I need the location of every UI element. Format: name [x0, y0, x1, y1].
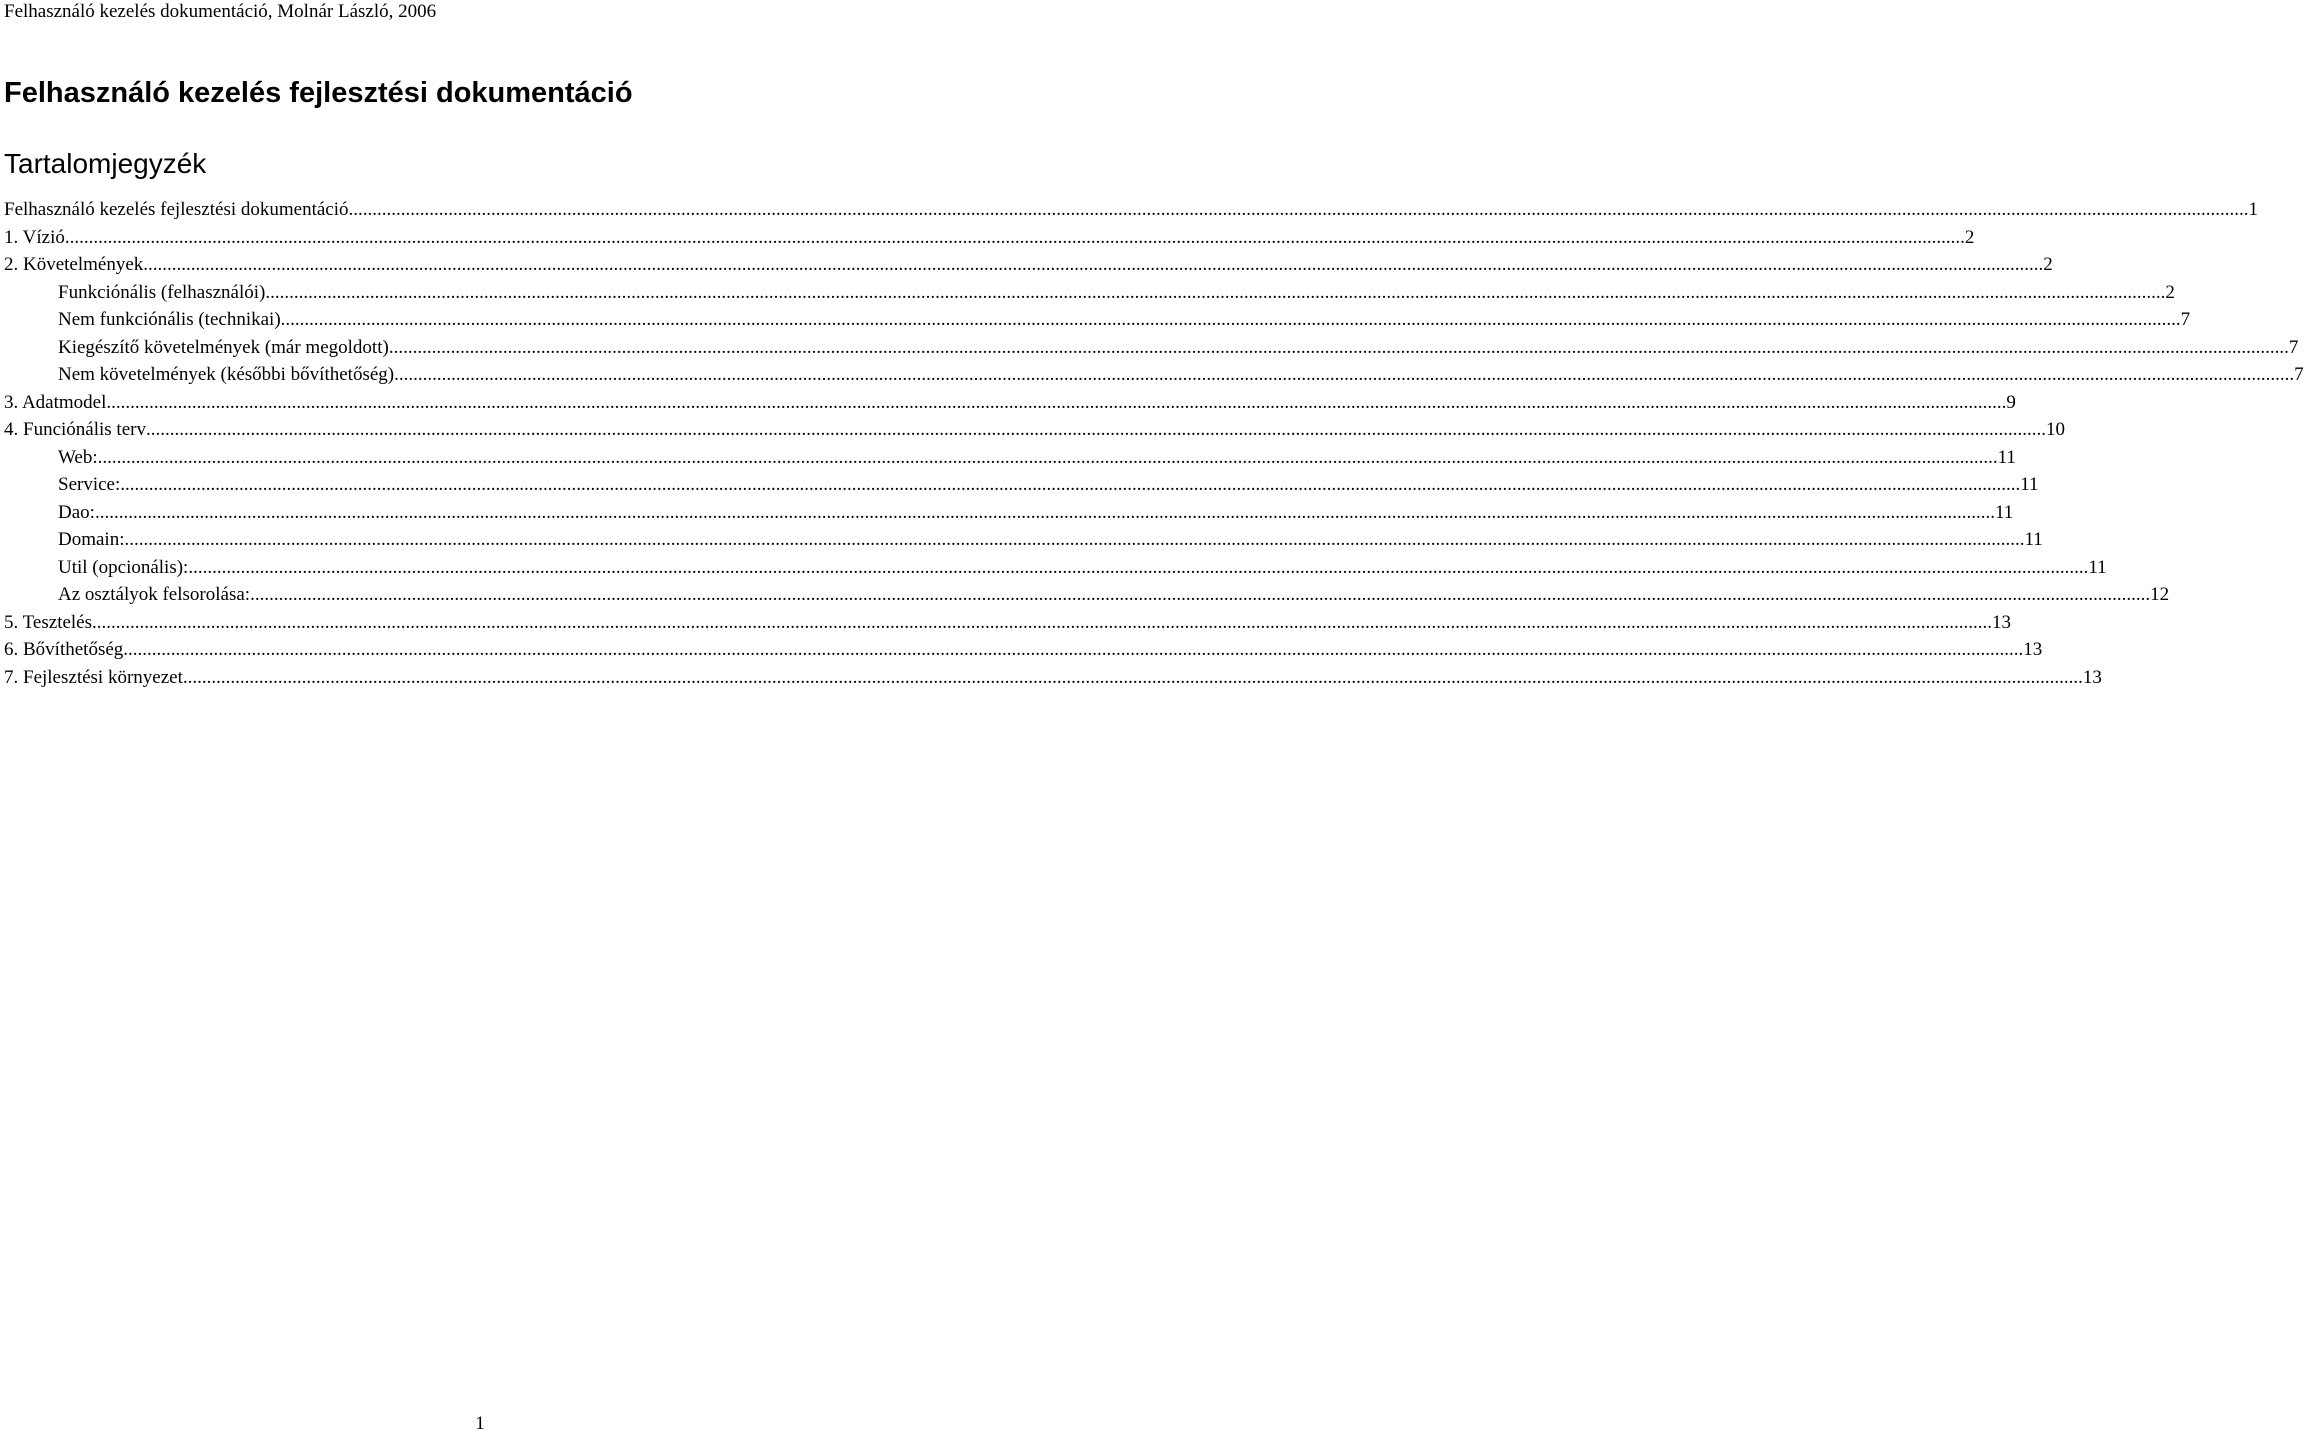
toc-entry[interactable] — [0, 389, 2016, 417]
toc-entry[interactable] — [0, 224, 1975, 252]
toc-entry-label: Web: — [58, 446, 98, 468]
toc-entry-label: Funkciónális (felhasználói) — [58, 281, 266, 303]
toc-entry-label: 7. Fejlesztési környezet — [4, 666, 183, 688]
toc-entry-page: 2 — [1964, 226, 1975, 248]
toc-leader-dots: ................................................................................................................................................................................................................................................................................................................................................................................................................ — [280, 309, 2181, 330]
toc-entry[interactable] — [0, 609, 2012, 637]
toc-leader-dots: ................................................................................................................................................................................................................................................................................................................................................................................................................ — [123, 639, 2024, 660]
toc-heading: Tartalomjegyzék — [4, 148, 207, 179]
toc-entry-page: 7 — [2288, 336, 2299, 358]
toc-entry-page: 1 — [2248, 199, 2259, 220]
toc-entry[interactable] — [0, 554, 2107, 582]
toc-leader-dots: ................................................................................................................................................................................................................................................................................................................................................................................................................ — [188, 556, 2089, 578]
toc-leader-dots: ................................................................................................................................................................................................................................................................................................................................................................................................................ — [143, 254, 2044, 275]
toc-leader-dots: ................................................................................................................................................................................................................................................................................................................................................................................................................ — [145, 419, 2046, 440]
toc-entry-page: 11 — [2024, 529, 2043, 550]
toc-entry[interactable] — [0, 306, 2191, 334]
toc-entry[interactable] — [0, 444, 2016, 472]
toc-leader-dots: ................................................................................................................................................................................................................................................................................................................................................................................................................ — [92, 611, 1993, 633]
toc-leader-dots: ................................................................................................................................................................................................................................................................................................................................................................................................................ — [265, 281, 2166, 303]
toc-entry-label: Util (opcionális): — [58, 556, 189, 578]
toc-entry[interactable] — [0, 581, 2170, 609]
toc-entry-label: 1. Vízió — [4, 226, 65, 248]
toc-entry-page: 7 — [2180, 309, 2191, 330]
toc-entry-label: Az osztályok felsorolása: — [58, 584, 251, 605]
toc-entry-label: Nem funkciónális (technikai) — [58, 309, 281, 330]
toc-entry[interactable] — [0, 499, 2014, 527]
toc-leader-dots: ................................................................................................................................................................................................................................................................................................................................................................................................................ — [348, 199, 2249, 220]
toc-entry-page: 13 — [2082, 666, 2102, 688]
toc-entry-label: Service: — [58, 474, 121, 495]
toc-entry-page: 7 — [2294, 364, 2304, 385]
toc-leader-dots: ................................................................................................................................................................................................................................................................................................................................................................................................................ — [388, 336, 2289, 358]
toc-leader-dots: ................................................................................................................................................................................................................................................................................................................................................................................................................ — [124, 529, 2025, 550]
toc-leader-dots: ................................................................................................................................................................................................................................................................................................................................................................................................................ — [250, 584, 2151, 605]
toc-entry[interactable] — [0, 279, 2175, 307]
toc-entry-page: 13 — [1992, 611, 2012, 633]
toc-entry-page: 9 — [2006, 391, 2016, 413]
toc-entry-label: Dao: — [58, 501, 95, 523]
toc-entry-page: 10 — [2045, 419, 2065, 440]
toc-leader-dots: ................................................................................................................................................................................................................................................................................................................................................................................................................ — [106, 391, 2007, 413]
toc-entry-page: 12 — [2150, 584, 2170, 605]
toc-entry-label: 2. Követelmények — [4, 254, 144, 275]
toc-entry-label: Nem követelmények (későbbi bővíthetőség) — [58, 364, 395, 385]
toc-entry-page: 13 — [2023, 639, 2043, 660]
toc-entry[interactable] — [0, 361, 2304, 389]
toc-entry[interactable] — [0, 251, 2053, 279]
toc-entry-label: 5. Tesztelés — [4, 611, 93, 633]
toc-entry[interactable] — [0, 471, 2039, 499]
toc-entry-label: 4. Funciónális terv — [4, 419, 146, 440]
toc-entry-label: 6. Bővíthetőség — [4, 639, 124, 660]
toc-leader-dots: ................................................................................................................................................................................................................................................................................................................................................................................................................ — [394, 364, 2295, 385]
toc-entry-page: 11 — [1994, 501, 2014, 523]
toc-leader-dots: ................................................................................................................................................................................................................................................................................................................................................................................................................ — [182, 666, 2083, 688]
running-header: Felhasználó kezelés dokumentáció, Molnár László, 2006 — [4, 1, 437, 22]
toc-entry[interactable] — [0, 636, 2043, 664]
toc-entry-label: 3. Adatmodel — [4, 391, 107, 413]
page-number: 1 — [475, 1413, 485, 1434]
toc-entry-label: Kiegészítő követelmények (már megoldott) — [58, 336, 389, 358]
toc-entry-page: 2 — [2043, 254, 2053, 275]
toc-leader-dots: ................................................................................................................................................................................................................................................................................................................................................................................................................ — [64, 226, 1965, 248]
toc-leader-dots: ................................................................................................................................................................................................................................................................................................................................................................................................................ — [120, 474, 2021, 495]
toc-entry-page: 2 — [2165, 281, 2175, 303]
toc-entry[interactable] — [0, 196, 2259, 224]
toc-entry-label: Felhasználó kezelés fejlesztési dokumentáció — [4, 199, 349, 220]
toc-entry[interactable] — [0, 526, 2043, 554]
toc-entry[interactable] — [0, 334, 2299, 362]
toc-entry[interactable] — [0, 416, 2065, 444]
toc-entry-page: 11 — [2088, 556, 2107, 578]
toc-leader-dots: ................................................................................................................................................................................................................................................................................................................................................................................................................ — [94, 501, 1995, 523]
toc-entry-page: 11 — [2020, 474, 2039, 495]
document-title: Felhasználó kezelés fejlesztési dokumentáció — [4, 77, 633, 109]
toc-entry[interactable] — [0, 664, 2102, 692]
toc-entry-page: 11 — [1997, 446, 2016, 468]
toc-leader-dots: ................................................................................................................................................................................................................................................................................................................................................................................................................ — [97, 446, 1998, 468]
table-of-contents — [0, 196, 2304, 691]
toc-entry-label: Domain: — [58, 529, 125, 550]
